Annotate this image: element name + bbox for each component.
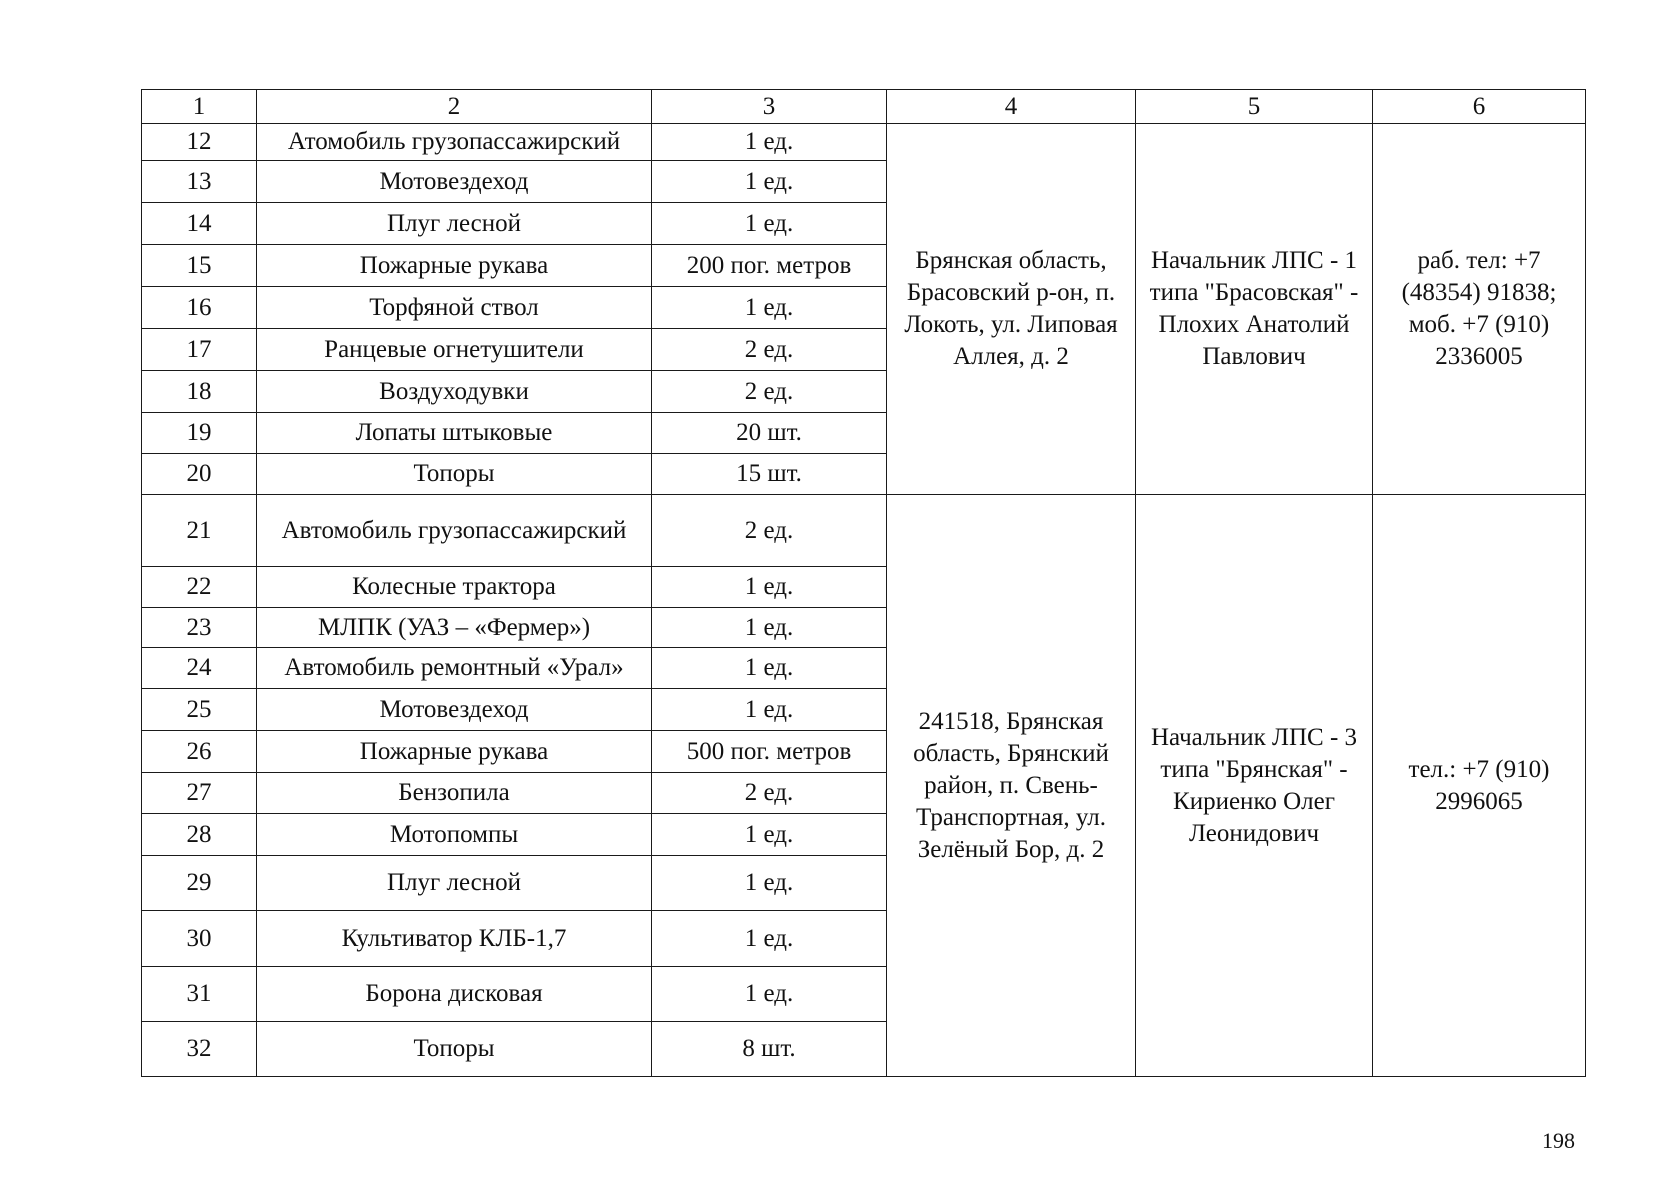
row-number-cell: 25 (142, 689, 257, 731)
row-number-cell: 23 (142, 608, 257, 648)
quantity-cell: 1 ед. (652, 856, 887, 911)
address-cell: 241518, Брянская область, Брянский район, п. Свень-Транспортная, ул. Зелёный Бор, д. 2 (887, 495, 1136, 1077)
item-name-cell: Автомобиль грузопассажирский (257, 495, 652, 567)
row-number-cell: 19 (142, 413, 257, 454)
item-name-cell: Ранцевые огнетушители (257, 329, 652, 371)
item-name-cell: Мотовездеход (257, 161, 652, 203)
row-number-cell: 18 (142, 371, 257, 413)
row-number-cell: 32 (142, 1022, 257, 1077)
quantity-cell: 2 ед. (652, 329, 887, 371)
row-number-cell: 13 (142, 161, 257, 203)
quantity-cell: 1 ед. (652, 203, 887, 245)
contacts-cell: тел.: +7 (910) 2996065 (1373, 495, 1586, 1077)
item-name-cell: Торфяной ствол (257, 287, 652, 329)
item-name-cell: Борона дисковая (257, 967, 652, 1022)
equipment-table (141, 89, 1586, 1077)
col-header-2: 2 (257, 90, 652, 124)
header-row (142, 90, 1586, 124)
item-name-cell: Пожарные рукава (257, 245, 652, 287)
col-header-6: 6 (1373, 90, 1586, 124)
head-cell: Начальник ЛПС - 3 типа "Брянская" - Кириенко Олег Леонидович (1136, 495, 1373, 1077)
item-name-cell: Топоры (257, 1022, 652, 1077)
quantity-cell: 1 ед. (652, 567, 887, 608)
quantity-cell: 500 пог. метров (652, 731, 887, 773)
quantity-cell: 8 шт. (652, 1022, 887, 1077)
item-name-cell: Автомобиль ремонтный «Урал» (257, 648, 652, 689)
address-cell: Брянская область, Брасовский р-он, п. Локоть, ул. Липовая Аллея, д. 2 (887, 124, 1136, 495)
row-number-cell: 30 (142, 911, 257, 967)
row-number-cell: 28 (142, 814, 257, 856)
table-header (142, 90, 1586, 124)
row-number-cell: 12 (142, 124, 257, 161)
col-header-1: 1 (142, 90, 257, 124)
quantity-cell: 1 ед. (652, 689, 887, 731)
item-name-cell: Культиватор КЛБ-1,7 (257, 911, 652, 967)
quantity-cell: 2 ед. (652, 495, 887, 567)
head-cell: Начальник ЛПС - 1 типа "Брасовская" - Плохих Анатолий Павлович (1136, 124, 1373, 495)
item-name-cell: Топоры (257, 454, 652, 495)
quantity-cell: 1 ед. (652, 911, 887, 967)
row-number-cell: 31 (142, 967, 257, 1022)
quantity-cell: 1 ед. (652, 287, 887, 329)
row-number-cell: 17 (142, 329, 257, 371)
row-number-cell: 16 (142, 287, 257, 329)
table-row (142, 124, 1586, 161)
item-name-cell: Бензопила (257, 773, 652, 814)
row-number-cell: 20 (142, 454, 257, 495)
item-name-cell: МЛПК (УАЗ – «Фермер») (257, 608, 652, 648)
row-number-cell: 15 (142, 245, 257, 287)
page-number: 198 (1542, 1128, 1575, 1153)
quantity-cell: 15 шт. (652, 454, 887, 495)
item-name-cell: Плуг лесной (257, 856, 652, 911)
item-name-cell: Атомобиль грузопассажирский (257, 124, 652, 161)
item-name-cell: Воздуходувки (257, 371, 652, 413)
item-name-cell: Плуг лесной (257, 203, 652, 245)
contacts-cell: раб. тел: +7 (48354) 91838; моб. +7 (910) 2336005 (1373, 124, 1586, 495)
row-number-cell: 24 (142, 648, 257, 689)
quantity-cell: 2 ед. (652, 773, 887, 814)
col-header-4: 4 (887, 90, 1136, 124)
quantity-cell: 2 ед. (652, 371, 887, 413)
row-number-cell: 22 (142, 567, 257, 608)
table-row (142, 495, 1586, 567)
quantity-cell: 1 ед. (652, 608, 887, 648)
row-number-cell: 29 (142, 856, 257, 911)
quantity-cell: 1 ед. (652, 161, 887, 203)
quantity-cell: 200 пог. метров (652, 245, 887, 287)
row-number-cell: 27 (142, 773, 257, 814)
item-name-cell: Лопаты штыковые (257, 413, 652, 454)
quantity-cell: 20 шт. (652, 413, 887, 454)
quantity-cell: 1 ед. (652, 124, 887, 161)
col-header-5: 5 (1136, 90, 1373, 124)
item-name-cell: Колесные трактора (257, 567, 652, 608)
col-header-3: 3 (652, 90, 887, 124)
quantity-cell: 1 ед. (652, 967, 887, 1022)
item-name-cell: Мотовездеход (257, 689, 652, 731)
quantity-cell: 1 ед. (652, 648, 887, 689)
item-name-cell: Пожарные рукава (257, 731, 652, 773)
item-name-cell: Мотопомпы (257, 814, 652, 856)
row-number-cell: 26 (142, 731, 257, 773)
table-body (142, 124, 1586, 1077)
row-number-cell: 21 (142, 495, 257, 567)
quantity-cell: 1 ед. (652, 814, 887, 856)
row-number-cell: 14 (142, 203, 257, 245)
